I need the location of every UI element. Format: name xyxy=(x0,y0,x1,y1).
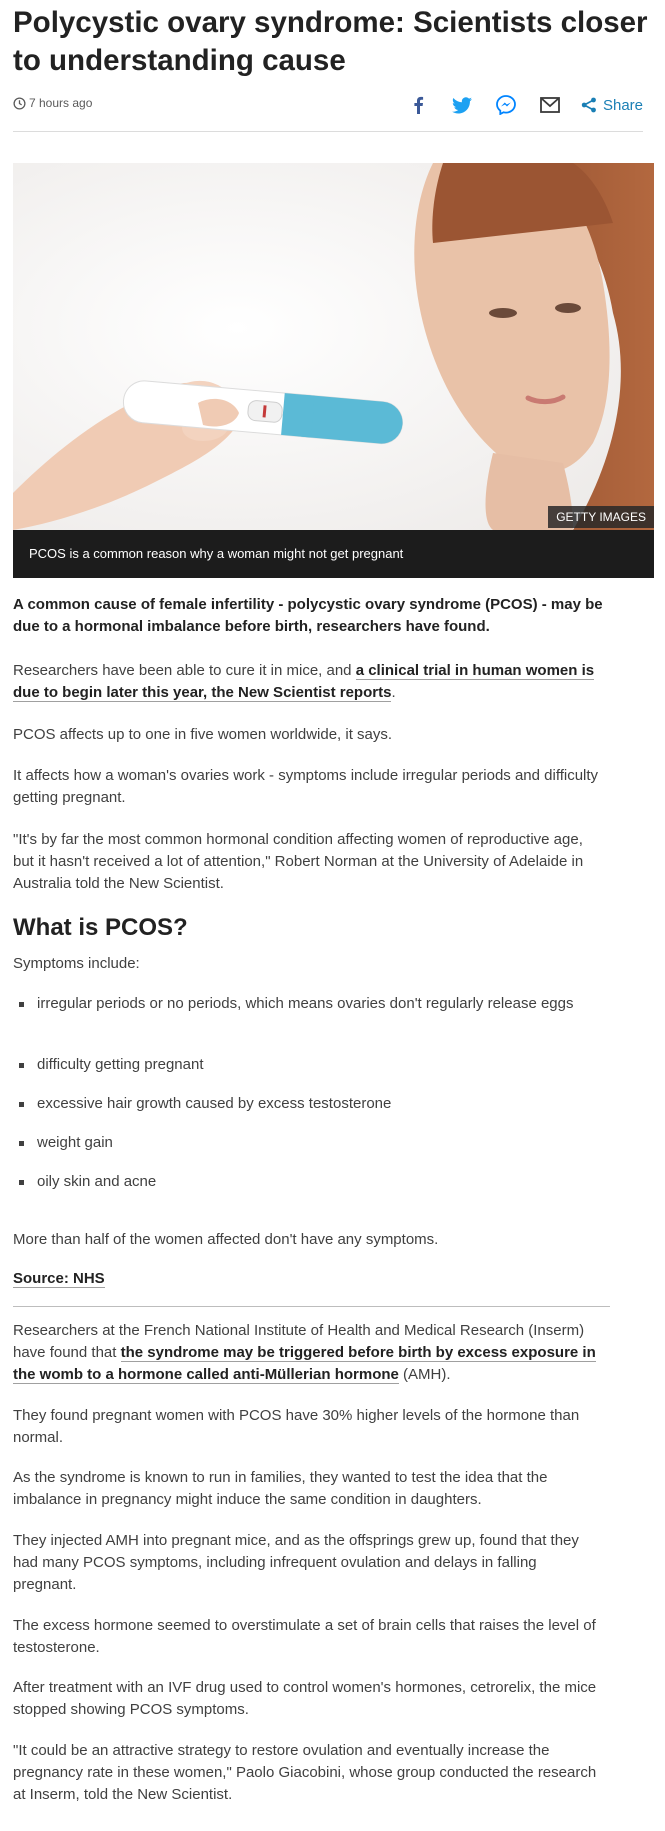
paragraph-6-text: Researchers at the French National Institute of Health and Medical Research (Inserm) have found that xyxy=(13,1322,585,1361)
list-item-text: weight gain xyxy=(37,1134,113,1151)
paragraph-1-text: Researchers have been able to cure it in mice, and xyxy=(13,662,356,679)
messenger-icon[interactable] xyxy=(493,92,519,118)
image-caption: PCOS is a common reason why a woman might not get pregnant xyxy=(13,530,654,578)
list-item xyxy=(13,1093,603,1118)
share-button[interactable] xyxy=(581,97,643,114)
amh-link[interactable]: the syndrome may be triggered before birth by excess exposure in the womb to a hormone called anti-Müllerian hormone xyxy=(13,1344,596,1383)
list-item xyxy=(13,1132,603,1157)
hero-image xyxy=(13,163,654,530)
bullet-icon xyxy=(19,1141,24,1146)
list-item-text: difficulty getting pregnant xyxy=(37,1056,204,1073)
section-divider xyxy=(13,1306,610,1307)
list-item-text: oily skin and acne xyxy=(37,1173,157,1190)
paragraph-1 xyxy=(13,660,603,704)
share-bar xyxy=(387,92,643,118)
image-credit: GETTY IMAGES xyxy=(548,506,654,528)
headline: Polycystic ovary syndrome: Scientists closer to understanding cause xyxy=(13,6,648,77)
paragraph-10: The excess hormone seemed to overstimulate a set of brain cells that raises the level of testosterone. xyxy=(13,1617,596,1656)
bullet-icon xyxy=(19,1180,24,1185)
clock-icon xyxy=(13,97,26,110)
source-line xyxy=(13,1268,603,1290)
bullet-icon xyxy=(19,1002,24,1007)
byline-bar xyxy=(13,88,643,132)
paragraph-11: After treatment with an IVF drug used to control women's hormones, cetrorelix, the mice stopped showing PCOS symptoms. xyxy=(13,1679,597,1718)
share-label: Share xyxy=(602,96,643,114)
list-item xyxy=(13,993,603,1040)
paragraph-8: As the syndrome is known to run in families, they wanted to test the idea that the imbalance in pregnancy might induce the same condition in daughters. xyxy=(13,1469,548,1508)
bullet-icon xyxy=(19,1063,24,1068)
paragraph-6-end: (AMH). xyxy=(398,1366,451,1383)
symptoms-intro: Symptoms include: xyxy=(13,955,140,972)
list-item-text: excessive hair growth caused by excess testosterone xyxy=(37,1095,392,1112)
section-heading: What is PCOS? xyxy=(13,914,188,941)
list-item xyxy=(13,1054,603,1079)
symptoms-list xyxy=(13,993,603,1196)
bullet-icon xyxy=(19,1102,24,1107)
share-icon xyxy=(581,97,597,113)
paragraph-6 xyxy=(13,1320,603,1386)
source-link[interactable]: Source: NHS xyxy=(13,1270,105,1287)
timestamp xyxy=(13,96,92,110)
paragraph-3: It affects how a woman's ovaries work - symptoms include irregular periods and difficulty getting pregnant. xyxy=(13,767,599,806)
timestamp-text: 7 hours ago xyxy=(29,96,93,110)
twitter-icon[interactable] xyxy=(449,92,475,118)
list-item-text: irregular periods or no periods, which means ovaries don't regularly release eggs xyxy=(37,995,574,1012)
lead-paragraph: A common cause of female infertility - polycystic ovary syndrome (PCOS) - may be due to a hormonal imbalance before birth, researchers have found. xyxy=(13,596,603,635)
email-icon[interactable] xyxy=(537,92,563,118)
paragraph-9: They injected AMH into pregnant mice, and as the offsprings grew up, found that they had many PCOS symptoms, including infrequent ovulation and delays in falling pregnant. xyxy=(13,1532,579,1593)
clinical-trial-link[interactable]: a clinical trial in human women is due to begin later this year, the New Scientist reports xyxy=(13,662,595,701)
paragraph-7: They found pregnant women with PCOS have 30% higher levels of the hormone than normal. xyxy=(13,1407,580,1446)
paragraph-4: "It's by far the most common hormonal condition affecting women of reproductive age, but it hasn't received a lot of attention," Robert Norman at the University of Adelaide in Australia told the New Scientist. xyxy=(13,831,584,892)
paragraph-1-end: . xyxy=(391,684,396,701)
paragraph-2: PCOS affects up to one in five women worldwide, it says. xyxy=(13,726,393,743)
hero-photo xyxy=(13,163,654,530)
facebook-icon[interactable] xyxy=(405,92,431,118)
list-item xyxy=(13,1171,603,1196)
paragraph-12: "It could be an attractive strategy to restore ovulation and eventually increase the pregnancy rate in these women," Paolo Giacobini, whose group conducted the research at Inserm, told the New Scientist. xyxy=(13,1742,597,1803)
paragraph-5: More than half of the women affected don't have any symptoms. xyxy=(13,1231,439,1248)
